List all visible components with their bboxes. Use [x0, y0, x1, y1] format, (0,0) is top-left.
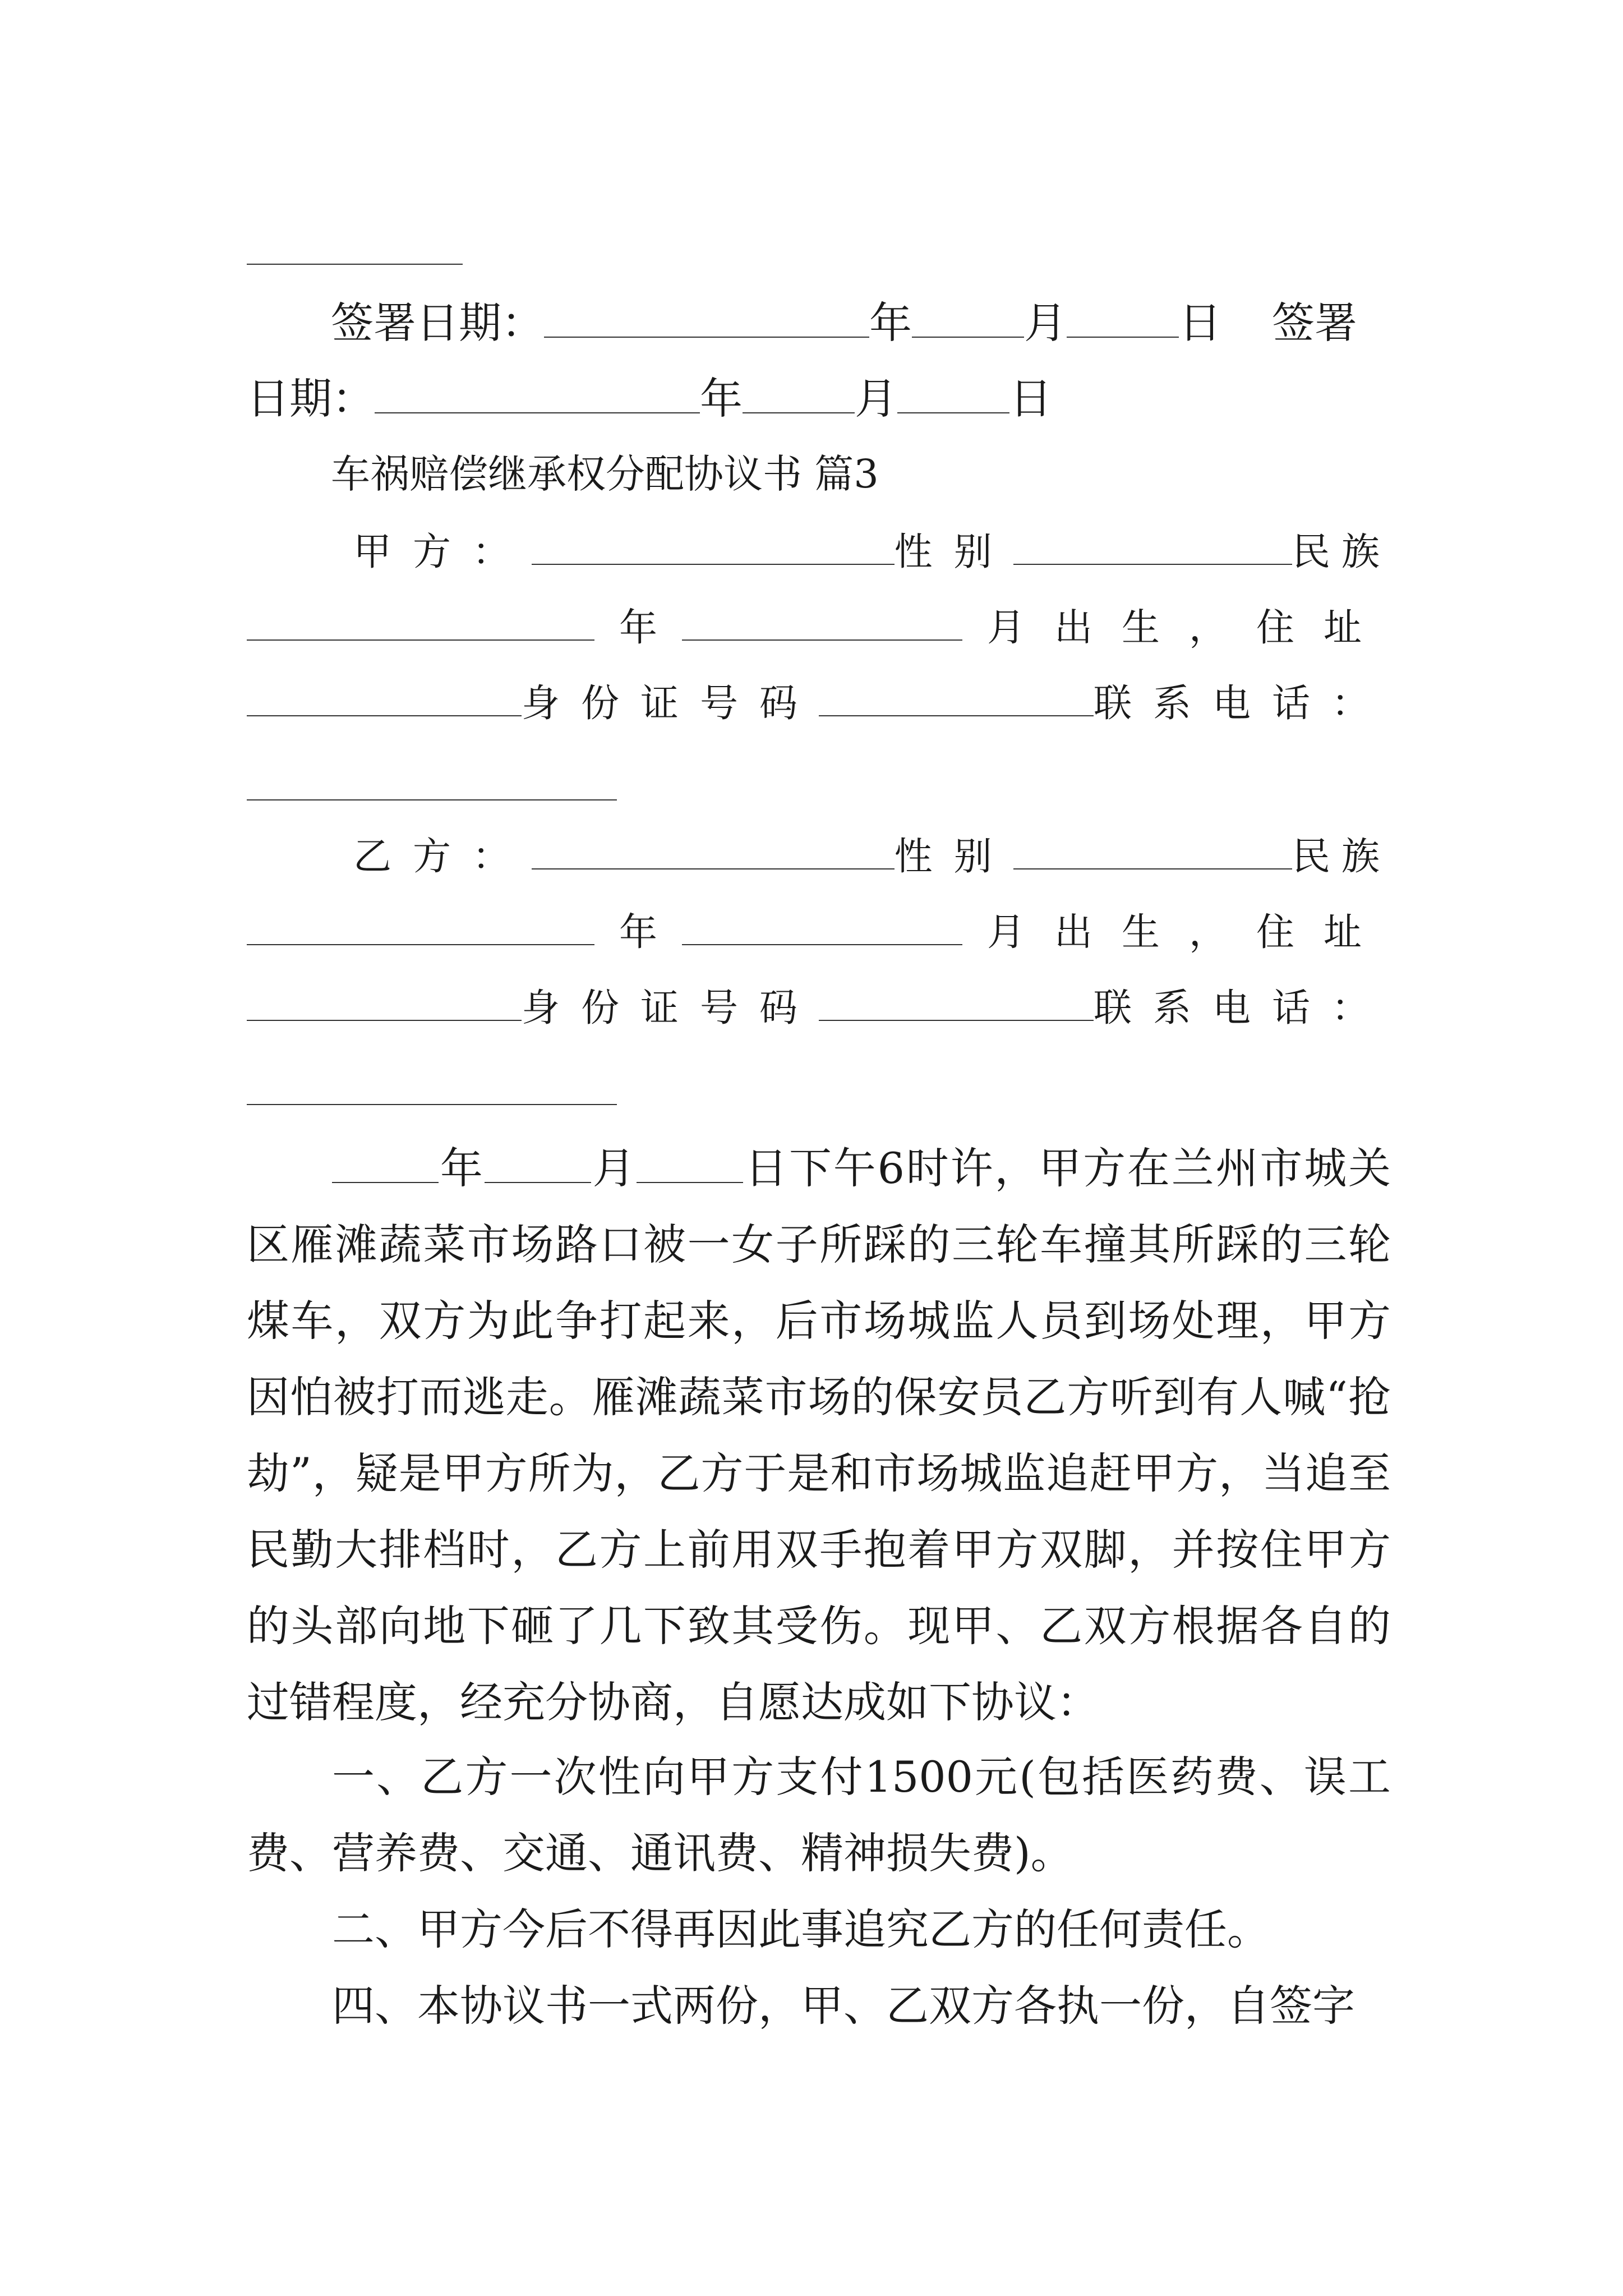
section-title: [331, 452, 1475, 496]
signing-date-label: 签署日期：: [331, 298, 544, 348]
party-b-address-blank: [247, 981, 522, 1021]
party-b-line-2: [247, 905, 1391, 955]
day-blank: [1067, 297, 1179, 338]
signing-label-continued: 签署: [1272, 298, 1357, 348]
party-b-birth-month-blank: [682, 905, 962, 945]
day-label: 日: [1179, 298, 1221, 348]
party-a-phone-label: 联系电话：: [1093, 682, 1391, 726]
month-blank: [912, 297, 1024, 338]
signing-date-line-1: [247, 297, 1391, 348]
incident-month-blank: [485, 1148, 591, 1183]
party-a-gender-label: 性别: [894, 530, 1013, 574]
incident-year-blank: [332, 1148, 439, 1183]
party-b-line-3: [247, 981, 1391, 1031]
year-blank-2: [375, 373, 700, 413]
party-b-label: 乙方：: [353, 835, 532, 879]
signature-blank-line: [247, 264, 463, 265]
party-b-ethnic-label: 民族: [1292, 835, 1391, 879]
party-b-gender-label: 性别: [894, 835, 1013, 879]
party-a-line-1: [353, 524, 1391, 575]
party-b-phone-label: 联系电话：: [1093, 986, 1391, 1030]
year-label-2: 年: [700, 374, 743, 424]
year-blank: [544, 297, 869, 338]
month-blank-2: [743, 373, 855, 413]
clause-4: [247, 1968, 1391, 2044]
signing-date-label-2: 日期：: [247, 374, 375, 424]
party-a-phone-blank: [247, 799, 617, 800]
clause-2-text: 二、甲方今后不得再因此事追究乙方的任何责任。: [332, 1904, 1270, 1954]
section-title-text: 车祸赔偿继承权分配协议书 篇3: [331, 451, 879, 497]
party-a-name-blank: [532, 524, 895, 565]
party-a-address-blank: [247, 676, 522, 716]
clause-1-text: 一、乙方一次性向甲方支付1500元(包括医药费、误工费、营养费、交通、通讯费、精神损失费)。: [247, 1752, 1391, 1878]
party-b-name-blank: [532, 829, 895, 869]
party-b-line-1: [353, 829, 1391, 880]
party-a-id-label: 身份证号码: [521, 682, 819, 726]
year-label: 年: [869, 298, 912, 348]
incident-day-blank: [637, 1148, 743, 1183]
party-a-id-blank: [819, 676, 1094, 716]
party-b-year-label: 年: [619, 910, 657, 955]
party-b-gender-blank: [1013, 829, 1292, 869]
month-label: 月: [1024, 298, 1067, 348]
party-a-born-label: 月出生，住址: [986, 606, 1391, 650]
party-b-id-blank: [819, 981, 1094, 1021]
party-b-born-label: 月出生，住址: [986, 910, 1391, 955]
day-blank-2: [897, 373, 1009, 413]
incident-text: 日下午6时许，甲方在兰州市城关区雁滩蔬菜市场路口被一女子所踩的三轮车撞其所踩的三轮煤车，双方为此争打起来，后市场城监人员到场处理，甲方因怕被打而逃走。雁滩蔬菜市场的保安员乙方听到有人喊“抢劫”，疑是甲方所为，乙方于是和市场城监追赶甲方，当追至民勤大排档时，乙方上前用双手抱着甲方双脚，并按住甲方的头部向地下砸了几下致其受伤。现甲、乙双方根据各自的过错程度，经充分协商，自愿达成如下协议：: [247, 1143, 1391, 1727]
party-a-birth-month-blank: [682, 600, 962, 641]
month-label-2: 月: [855, 374, 897, 424]
party-a-year-label: 年: [619, 606, 657, 650]
party-a-label: 甲方：: [353, 530, 532, 574]
signing-date-line-2: [247, 373, 1391, 424]
clause-1: [247, 1739, 1391, 1892]
party-b-id-label: 身份证号码: [521, 986, 819, 1030]
incident-month-label: 月: [591, 1143, 637, 1193]
incident-paragraph: [247, 1130, 1391, 1741]
party-a-line-3: [247, 676, 1391, 726]
party-a-gender-blank: [1013, 524, 1292, 565]
incident-year-label: 年: [439, 1143, 485, 1193]
day-label-2: 日: [1009, 374, 1052, 424]
clause-2: [247, 1892, 1391, 1968]
party-b-birth-year-blank: [247, 905, 594, 945]
party-a-birth-year-blank: [247, 600, 594, 641]
party-b-phone-blank: [247, 1104, 617, 1105]
party-a-line-2: [247, 600, 1391, 651]
clause-4-text: 四、本协议书一式两份，甲、乙双方各执一份，自签字: [332, 1981, 1355, 2031]
party-a-ethnic-label: 民族: [1292, 530, 1391, 574]
